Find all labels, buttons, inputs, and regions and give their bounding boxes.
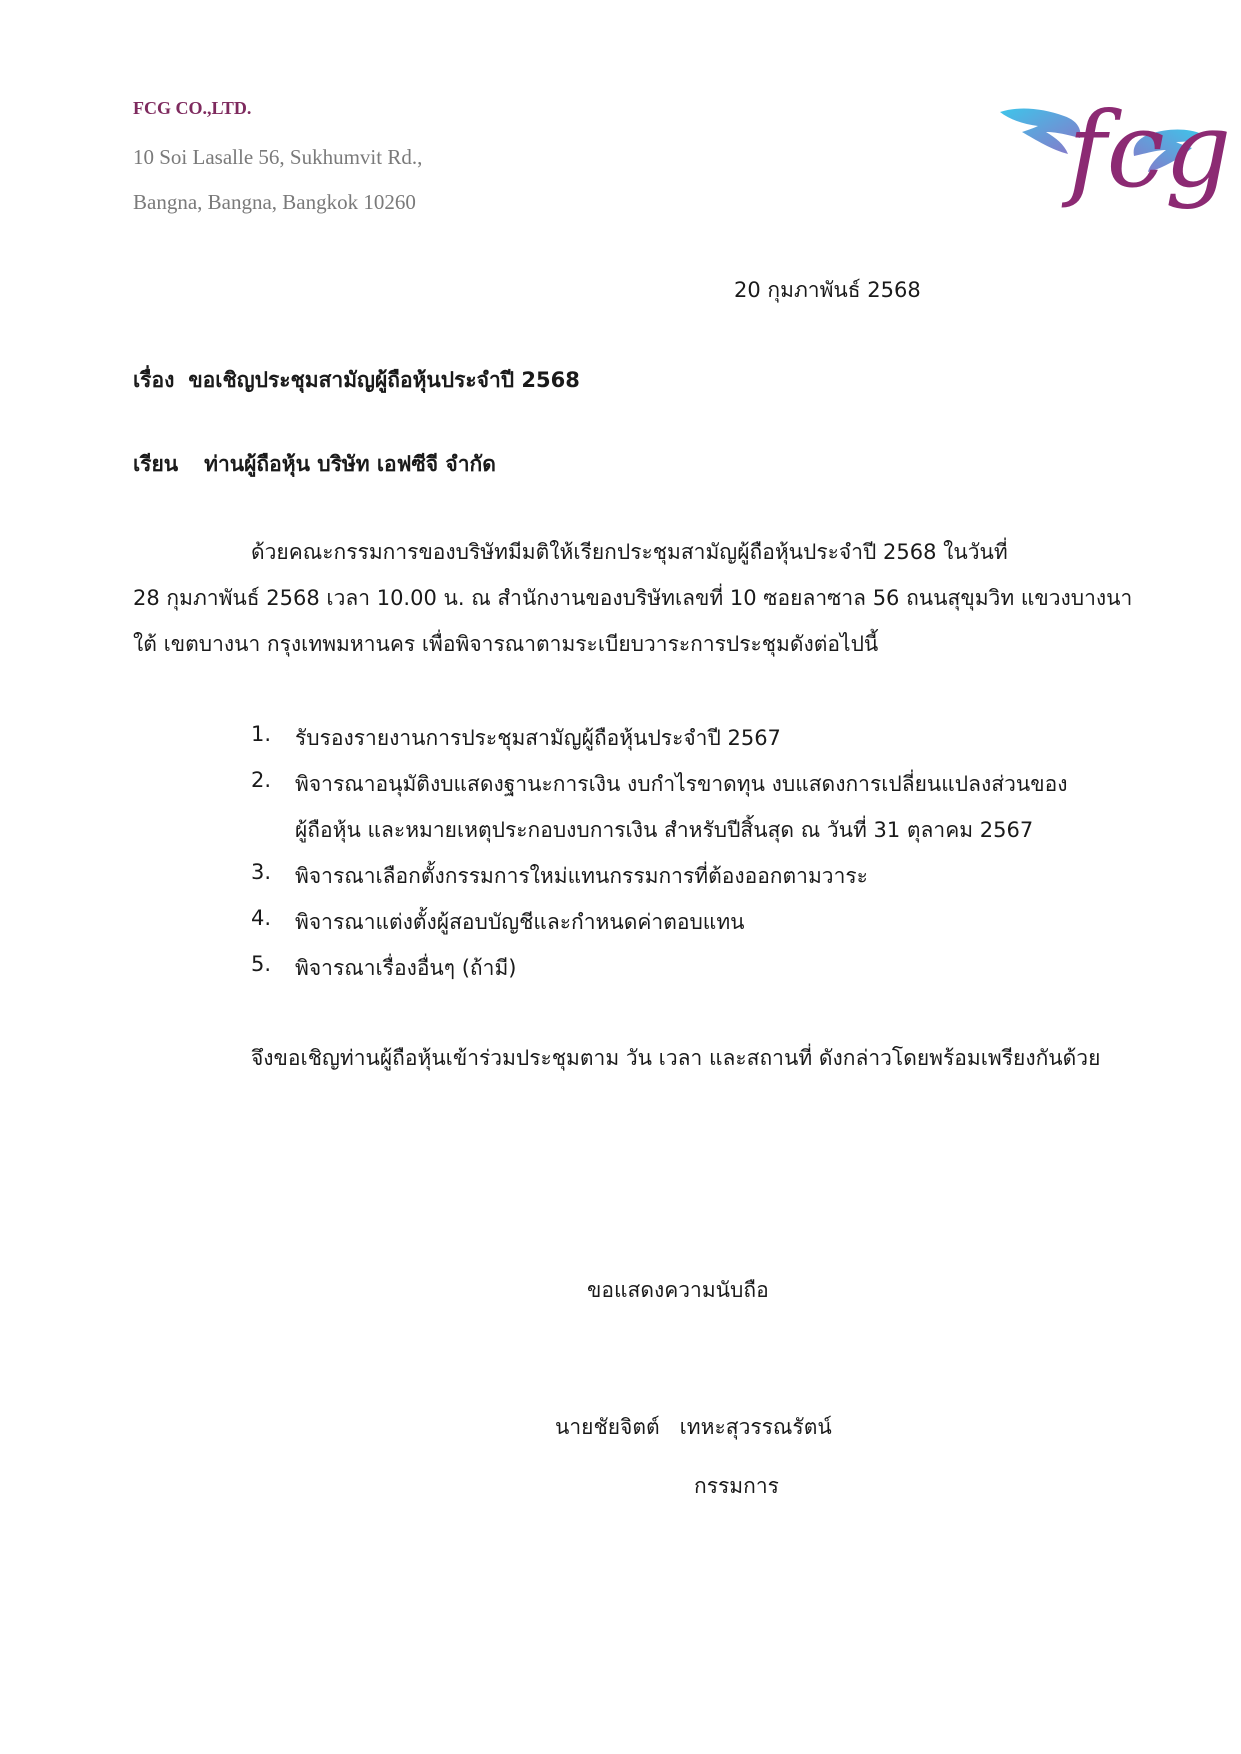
agenda-item (251, 952, 517, 980)
agenda-number: 3. (251, 860, 272, 884)
subject-line (133, 364, 580, 397)
recipient-text: ท่านผู้ถือหุ้น บริษัท เอฟซีจี จำกัด (204, 452, 496, 476)
letter-date: 20 กุมภาพันธ์ 2568 (734, 278, 921, 302)
regards-text: ขอแสดงความนับถือ (587, 1278, 769, 1302)
agenda-text: รับรองรายงานการประชุมสามัญผู้ถือหุ้นประจำปี 2567 (295, 726, 781, 750)
body-line-2: 28 กุมภาพันธ์ 2568 เวลา 10.00 น. ณ สำนักงานของบริษัทเลขที่ 10 ซอยลาซาล 56 ถนนสุขุมวิท แขวงบางนา (133, 586, 1133, 610)
recipient-label: เรียน (133, 452, 179, 476)
agenda-text: พิจารณาแต่งตั้งผู้สอบบัญชีและกำหนดค่าตอบแทน (295, 910, 745, 934)
agenda-text: พิจารณาเลือกตั้งกรรมการใหม่แทนกรรมการที่ต้องออกตามวาระ (295, 864, 868, 888)
subject-label: เรื่อง (133, 368, 175, 392)
fcg-logo (998, 82, 1232, 211)
agenda-text-continued: ผู้ถือหุ้น และหมายเหตุประกอบงบการเงิน สำหรับปีสิ้นสุด ณ วันที่ 31 ตุลาคม 2567 (295, 818, 1034, 842)
agenda-number: 4. (251, 906, 272, 930)
agenda-number: 1. (251, 722, 272, 746)
recipient-line (133, 448, 496, 481)
agenda-item (251, 722, 781, 750)
agenda-item (251, 860, 868, 888)
company-address-line-2: Bangna, Bangna, Bangkok 10260 (133, 190, 416, 214)
agenda-text: พิจารณาเรื่องอื่นๆ (ถ้ามี) (295, 956, 517, 980)
agenda-item (251, 768, 1068, 842)
body-line-1: ด้วยคณะกรรมการของบริษัทมีมติให้เรียกประชุมสามัญผู้ถือหุ้นประจำปี 2568 ในวันที่ (251, 540, 1008, 564)
signer-position: กรรมการ (694, 1474, 779, 1498)
company-address-line-1: 10 Soi Lasalle 56, Sukhumvit Rd., (133, 145, 423, 169)
agenda-number: 5. (251, 952, 272, 976)
agenda-item (251, 906, 745, 934)
company-name: FCG CO.,LTD. (133, 98, 252, 118)
fcg-logo-graphic (998, 82, 1232, 211)
agenda-text: พิจารณาอนุมัติงบแสดงฐานะการเงิน งบกำไรขาดทุน งบแสดงการเปลี่ยนแปลงส่วนของ (295, 772, 1068, 796)
closing-paragraph: จึงขอเชิญท่านผู้ถือหุ้นเข้าร่วมประชุมตาม วัน เวลา และสถานที่ ดังกล่าวโดยพร้อมเพรียงกันด้วย (251, 1046, 1101, 1070)
signer-name: นายชัยจิตต์ เทหะสุวรรณรัตน์ (555, 1415, 832, 1439)
subject-text: ขอเชิญประชุมสามัญผู้ถือหุ้นประจำปี 2568 (188, 368, 580, 392)
agenda-number: 2. (251, 768, 272, 792)
logo-wordmark: fcg (1068, 89, 1232, 211)
company-letterhead (133, 98, 422, 225)
body-line-3: ใต้ เขตบางนา กรุงเทพมหานคร เพื่อพิจารณาตามระเบียบวาระการประชุมดังต่อไปนี้ (133, 632, 879, 656)
